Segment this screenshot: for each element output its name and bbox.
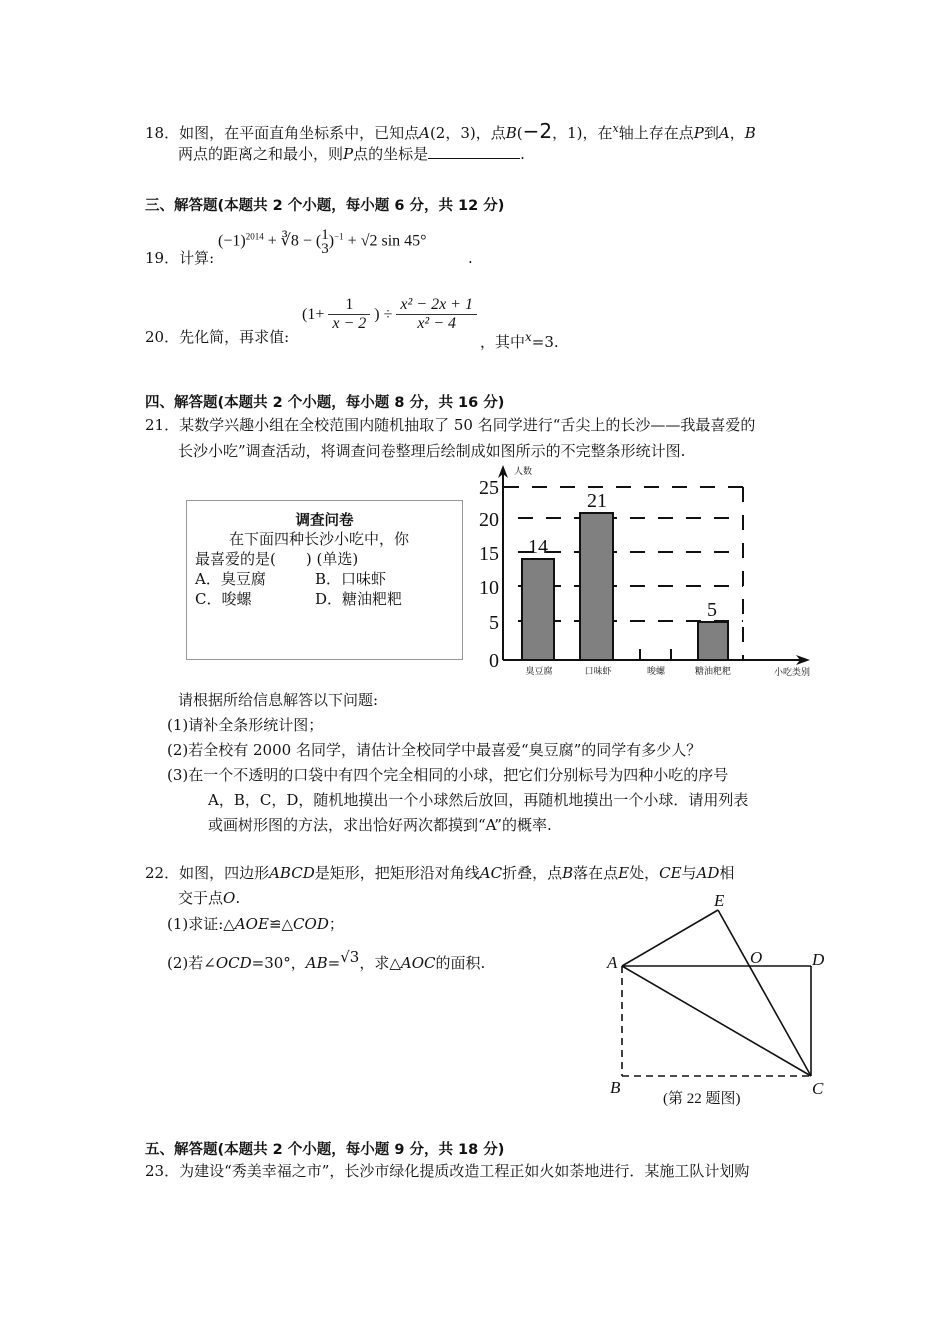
q21-line2: 长沙小吃”调查活动，将调查问卷整理后绘制成如图所示的不完整条形统计图. [178,442,686,460]
frac-den: x² − 4 [417,315,457,332]
q22-text: ； [328,915,344,933]
math-var: CE [659,864,682,882]
q22-text: =30°， [251,954,306,972]
math-var: OCD [215,954,252,972]
q18-text: . [520,145,525,163]
math-var: ABCD [269,864,315,882]
frac-den: x − 2 [332,315,367,332]
q18-text: 轴上存在点 [618,124,694,142]
section-4-heading: 四、解答题(本题共 2 个小题，每小题 8 分，共 16 分) [145,395,505,411]
x-axis-label: 小吃类别 [773,667,811,677]
question-18-line1 [145,118,756,144]
x-var: x [525,330,532,344]
q21-sub3-line3: 或画树形图的方法，求出恰好两次都摸到“A”的概率. [208,816,552,834]
q22-text: 落在点 [573,864,619,882]
section-5-heading: 五、解答题(本题共 2 个小题，每小题 9 分，共 18 分) [145,1142,505,1158]
q22-text: ，求△ [359,954,401,972]
q20-tail [480,326,559,353]
sqrt3: √3 [340,948,360,966]
survey-option-b: B．口味虾 [315,570,387,588]
figure-caption: (第 22 题图) [663,1091,741,1107]
segment-ec [718,910,811,1076]
y-tick-labels [479,477,499,672]
category-labels [525,665,810,677]
q18-text: 18．如图，在平面直角坐标系中，已知点 [145,124,420,142]
bar-chart [470,460,830,682]
q21-sub2: (2)若全校有 2000 名同学，请估计全校同学中最喜爱“臭豆腐”的同学有多少人？ [167,741,702,759]
segment-ae [622,910,718,966]
q18-text: (2，3)，点 [429,124,506,142]
y-tick: 25 [479,477,499,499]
expr-part: (−1) [218,232,246,250]
q18-text: ，1)，在 [552,124,613,142]
frac-num: 1 [321,227,329,243]
exponent: −1 [334,231,344,242]
value-label: 21 [587,490,607,512]
value-label: 5 [707,599,717,621]
survey-line1: 在下面四种长沙小吃中，你 [229,530,410,548]
q22-text: 折叠，点 [502,864,563,882]
expr-part: + √2 sin 45° [347,232,427,250]
y-tick: 5 [489,612,499,634]
q22-text: 与 [681,864,697,882]
exponent: 2014 [245,231,264,242]
q20-expression [302,296,477,333]
q21-sub1: (1)请补全条形统计图； [167,716,324,734]
category-label: 臭豆腐 [525,666,553,676]
math-var: AB [305,954,328,972]
math-var: AOE [234,915,269,933]
point-b: B [744,124,756,142]
q22-text: 交于点 [178,889,224,907]
fraction-1 [328,296,370,333]
q19-end: . [468,249,473,267]
math-var: E [618,864,630,882]
q18-text: 两点的距离之和最小，则 [178,145,344,163]
q21-sub3-line2: A，B，C，D，随机地摸出一个小球然后放回，再随机地摸出一个小球．请用列表 [208,791,749,809]
q22-line2 [178,887,240,909]
bar-kou-wei-xia [580,513,613,660]
q22-text: (2)若∠ [167,954,216,972]
answer-blank[interactable] [428,144,520,159]
q20-label: 20．先化简，再求值: [145,328,290,346]
q22-sub2 [167,946,485,974]
math-var: AD [696,864,720,882]
label-d: D [812,950,825,969]
label-a: A [607,953,618,972]
q22-text: 的面积. [435,954,486,972]
survey-line2: 最喜爱的是( ) (单选) [195,550,359,568]
math-var: AOC [400,954,436,972]
math-var: AC [479,864,503,882]
q22-text: (1)求证:△ [167,915,235,933]
math-var: COD [293,915,329,933]
fraction [321,228,329,256]
q22-text: 相 [719,864,735,882]
math-var: B [562,864,574,882]
q22-text: 处， [629,864,660,882]
label-e: E [714,891,725,910]
q22-text: ≌△ [268,915,294,933]
category-label: 唆螺 [646,666,666,676]
label-c: C [812,1079,824,1098]
q21-sub3-line1: (3)在一个不透明的口袋中有四个完全相同的小球，把它们分别标号为四种小吃的序号 [167,766,729,784]
q22-text: 是矩形，把矩形沿对角线 [314,864,480,882]
frac-num: 1 [328,296,370,315]
q18-neg2: −2 [522,119,553,143]
q22-text: 22．如图，四边形 [145,864,270,882]
survey-option-a: A．臭豆腐 [195,570,266,588]
y-tick: 15 [479,543,499,565]
bar-tang-you-ba-ba [698,622,728,660]
frac-den: 3 [321,241,329,257]
segment-ac [622,966,811,1076]
math-var: O [223,889,236,907]
survey-option-d: D．糖油粑粑 [315,590,403,608]
point-a: A [419,124,430,142]
y-tick: 20 [479,509,499,531]
point-b: B [505,124,517,142]
point-a: A [718,124,730,142]
q22-sub1 [167,913,344,935]
expr-part: ) ÷ [374,305,393,323]
x-var: x [612,122,619,135]
y-axis-label: 人数 [514,466,533,476]
q21-prompt: 请根据所给信息解答以下问题: [178,691,379,709]
q21-line1: 21．某数学兴趣小组在全校范围内随机抽取了 50 名同学进行“舌尖上的长沙——我最喜爱的 [145,416,756,434]
y-tick: 10 [479,577,499,599]
q22-figure [595,880,845,1110]
category-label: 糖油粑粑 [694,666,732,676]
value-labels [528,490,717,621]
expr-part: (1+ [302,305,325,323]
y-tick: 0 [489,650,499,672]
q18-text: ( [516,124,523,142]
fraction-2 [396,296,477,333]
bar-chou-dou-fu [522,559,554,660]
q18-text: ， [729,124,745,142]
frac-num: x² − 2x + 1 [396,296,477,315]
section-3-heading: 三、解答题(本题共 2 个小题，每小题 6 分，共 12 分) [145,198,505,214]
q22-text: . [235,889,241,907]
q18-text: 点的坐标是 [353,145,429,163]
point-p: P [693,124,704,142]
survey-option-c: C．唆螺 [195,590,252,608]
expr-part: + ∛8 − ( [267,232,322,250]
label-b: B [610,1078,621,1097]
q20-text: =3. [531,333,559,351]
expr-part: ) [328,232,335,250]
q22-text: = [327,954,341,972]
survey-box [186,500,463,660]
q18-text: 到 [703,124,719,142]
q19-label: 19．计算: [145,249,215,267]
label-o: O [750,948,763,967]
question-18-line2 [178,143,525,165]
survey-title: 调查问卷 [295,513,354,529]
q19-expression [218,228,427,256]
value-label: 14 [528,536,548,558]
q23-line1: 23．为建设“秀美幸福之市”，长沙市绿化提质改造工程正如火如荼地进行．某施工队计划购 [145,1162,750,1180]
point-p: P [343,145,354,163]
q20-text: ，其中 [480,333,526,351]
category-label: 口味虾 [584,666,612,676]
